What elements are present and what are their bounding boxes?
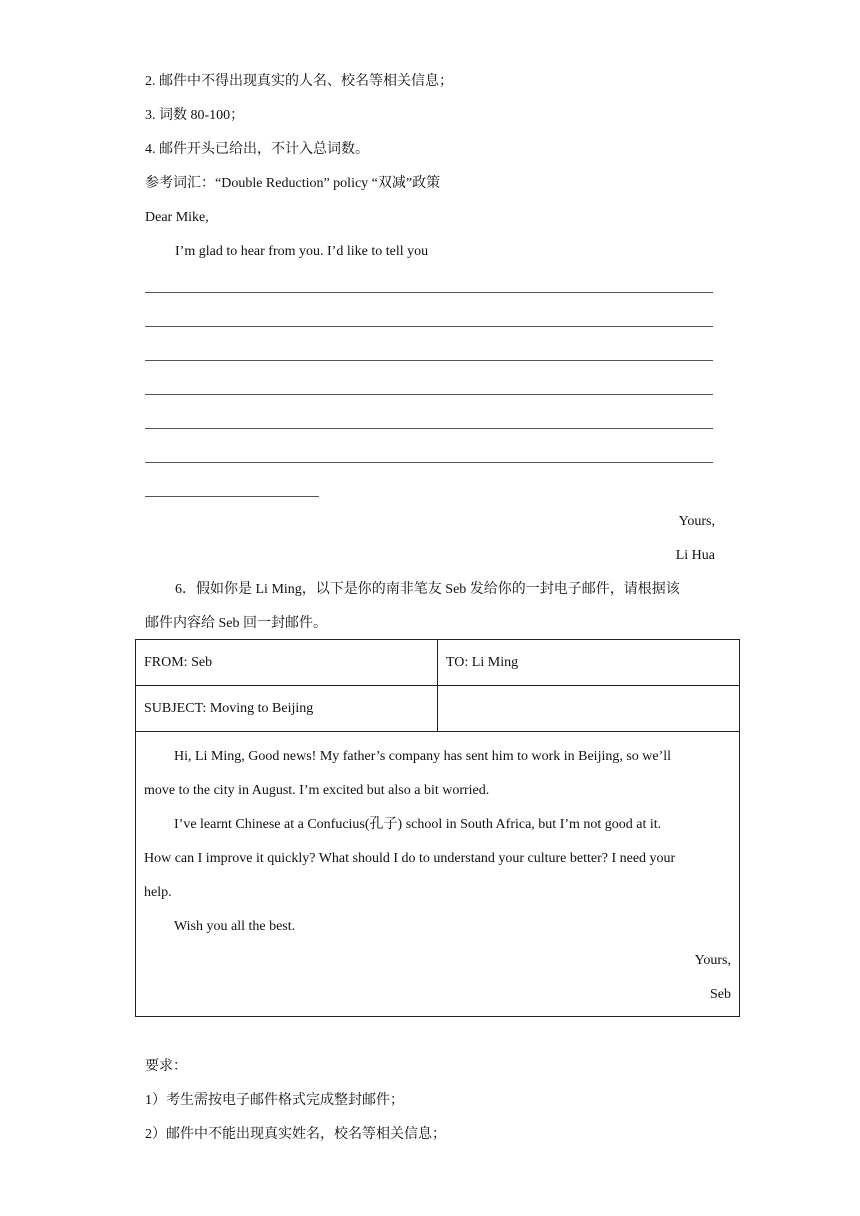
answer-line[interactable] [145, 462, 713, 463]
email-paragraph-3: Wish you all the best. [174, 919, 296, 934]
requirement-2: 2. 邮件中不得出现真实的人名、校名等相关信息； [145, 74, 453, 89]
answer-line[interactable] [145, 326, 713, 327]
email-paragraph-1-line-2: move to the city in August. I’m excited but also a bit worried. [144, 783, 490, 798]
reference-vocabulary: 参考词汇：“Double Reduction” policy “双减”政策 [145, 176, 441, 191]
answer-line-short[interactable] [145, 496, 319, 497]
email-empty-cell [438, 686, 740, 732]
answer-line[interactable] [145, 360, 713, 361]
letter-opening: I’m glad to hear from you. I’d like to tell you [175, 244, 429, 259]
email-paragraph-2-line-2: How can I improve it quickly? What should I do to understand your culture better? I need your [144, 851, 676, 866]
answer-line[interactable] [145, 394, 713, 395]
email-subject: SUBJECT: Moving to Beijing [136, 686, 438, 732]
email-from: FROM: Seb [136, 640, 438, 686]
question-6-line-1: 6．假如你是 Li Ming，以下是你的南非笔友 Seb 发给你的一封电子邮件，请根据该 [175, 582, 680, 597]
letter-greeting: Dear Mike, [145, 210, 209, 225]
email-paragraph-2-line-1: I’ve learnt Chinese at a Confucius(孔子) school in South Africa, but I’m not good at it. [174, 817, 662, 832]
email-to: TO: Li Ming [438, 640, 740, 686]
requirement-item-2: 2）邮件中不能出现真实姓名，校名等相关信息； [145, 1127, 446, 1142]
requirement-4: 4. 邮件开头已给出，不计入总词数。 [145, 142, 369, 157]
requirement-3: 3. 词数 80-100； [145, 108, 245, 123]
answer-line[interactable] [145, 292, 713, 293]
requirement-item-1: 1）考生需按电子邮件格式完成整封邮件； [145, 1093, 404, 1108]
answer-line[interactable] [145, 428, 713, 429]
question-6-line-2: 邮件内容给 Seb 回一封邮件。 [145, 616, 327, 631]
email-closing: Yours, [694, 953, 731, 968]
letter-signature: Li Hua [675, 548, 715, 563]
email-paragraph-2-line-3: help. [144, 885, 172, 900]
email-table [135, 639, 740, 1017]
email-signature: Seb [710, 987, 731, 1002]
email-body [136, 732, 740, 1017]
letter-closing: Yours, [678, 514, 715, 529]
requirements-heading: 要求： [145, 1059, 187, 1074]
email-paragraph-1-line-1: Hi, Li Ming, Good news! My father’s company has sent him to work in Beijing, so we’ll [174, 749, 672, 764]
